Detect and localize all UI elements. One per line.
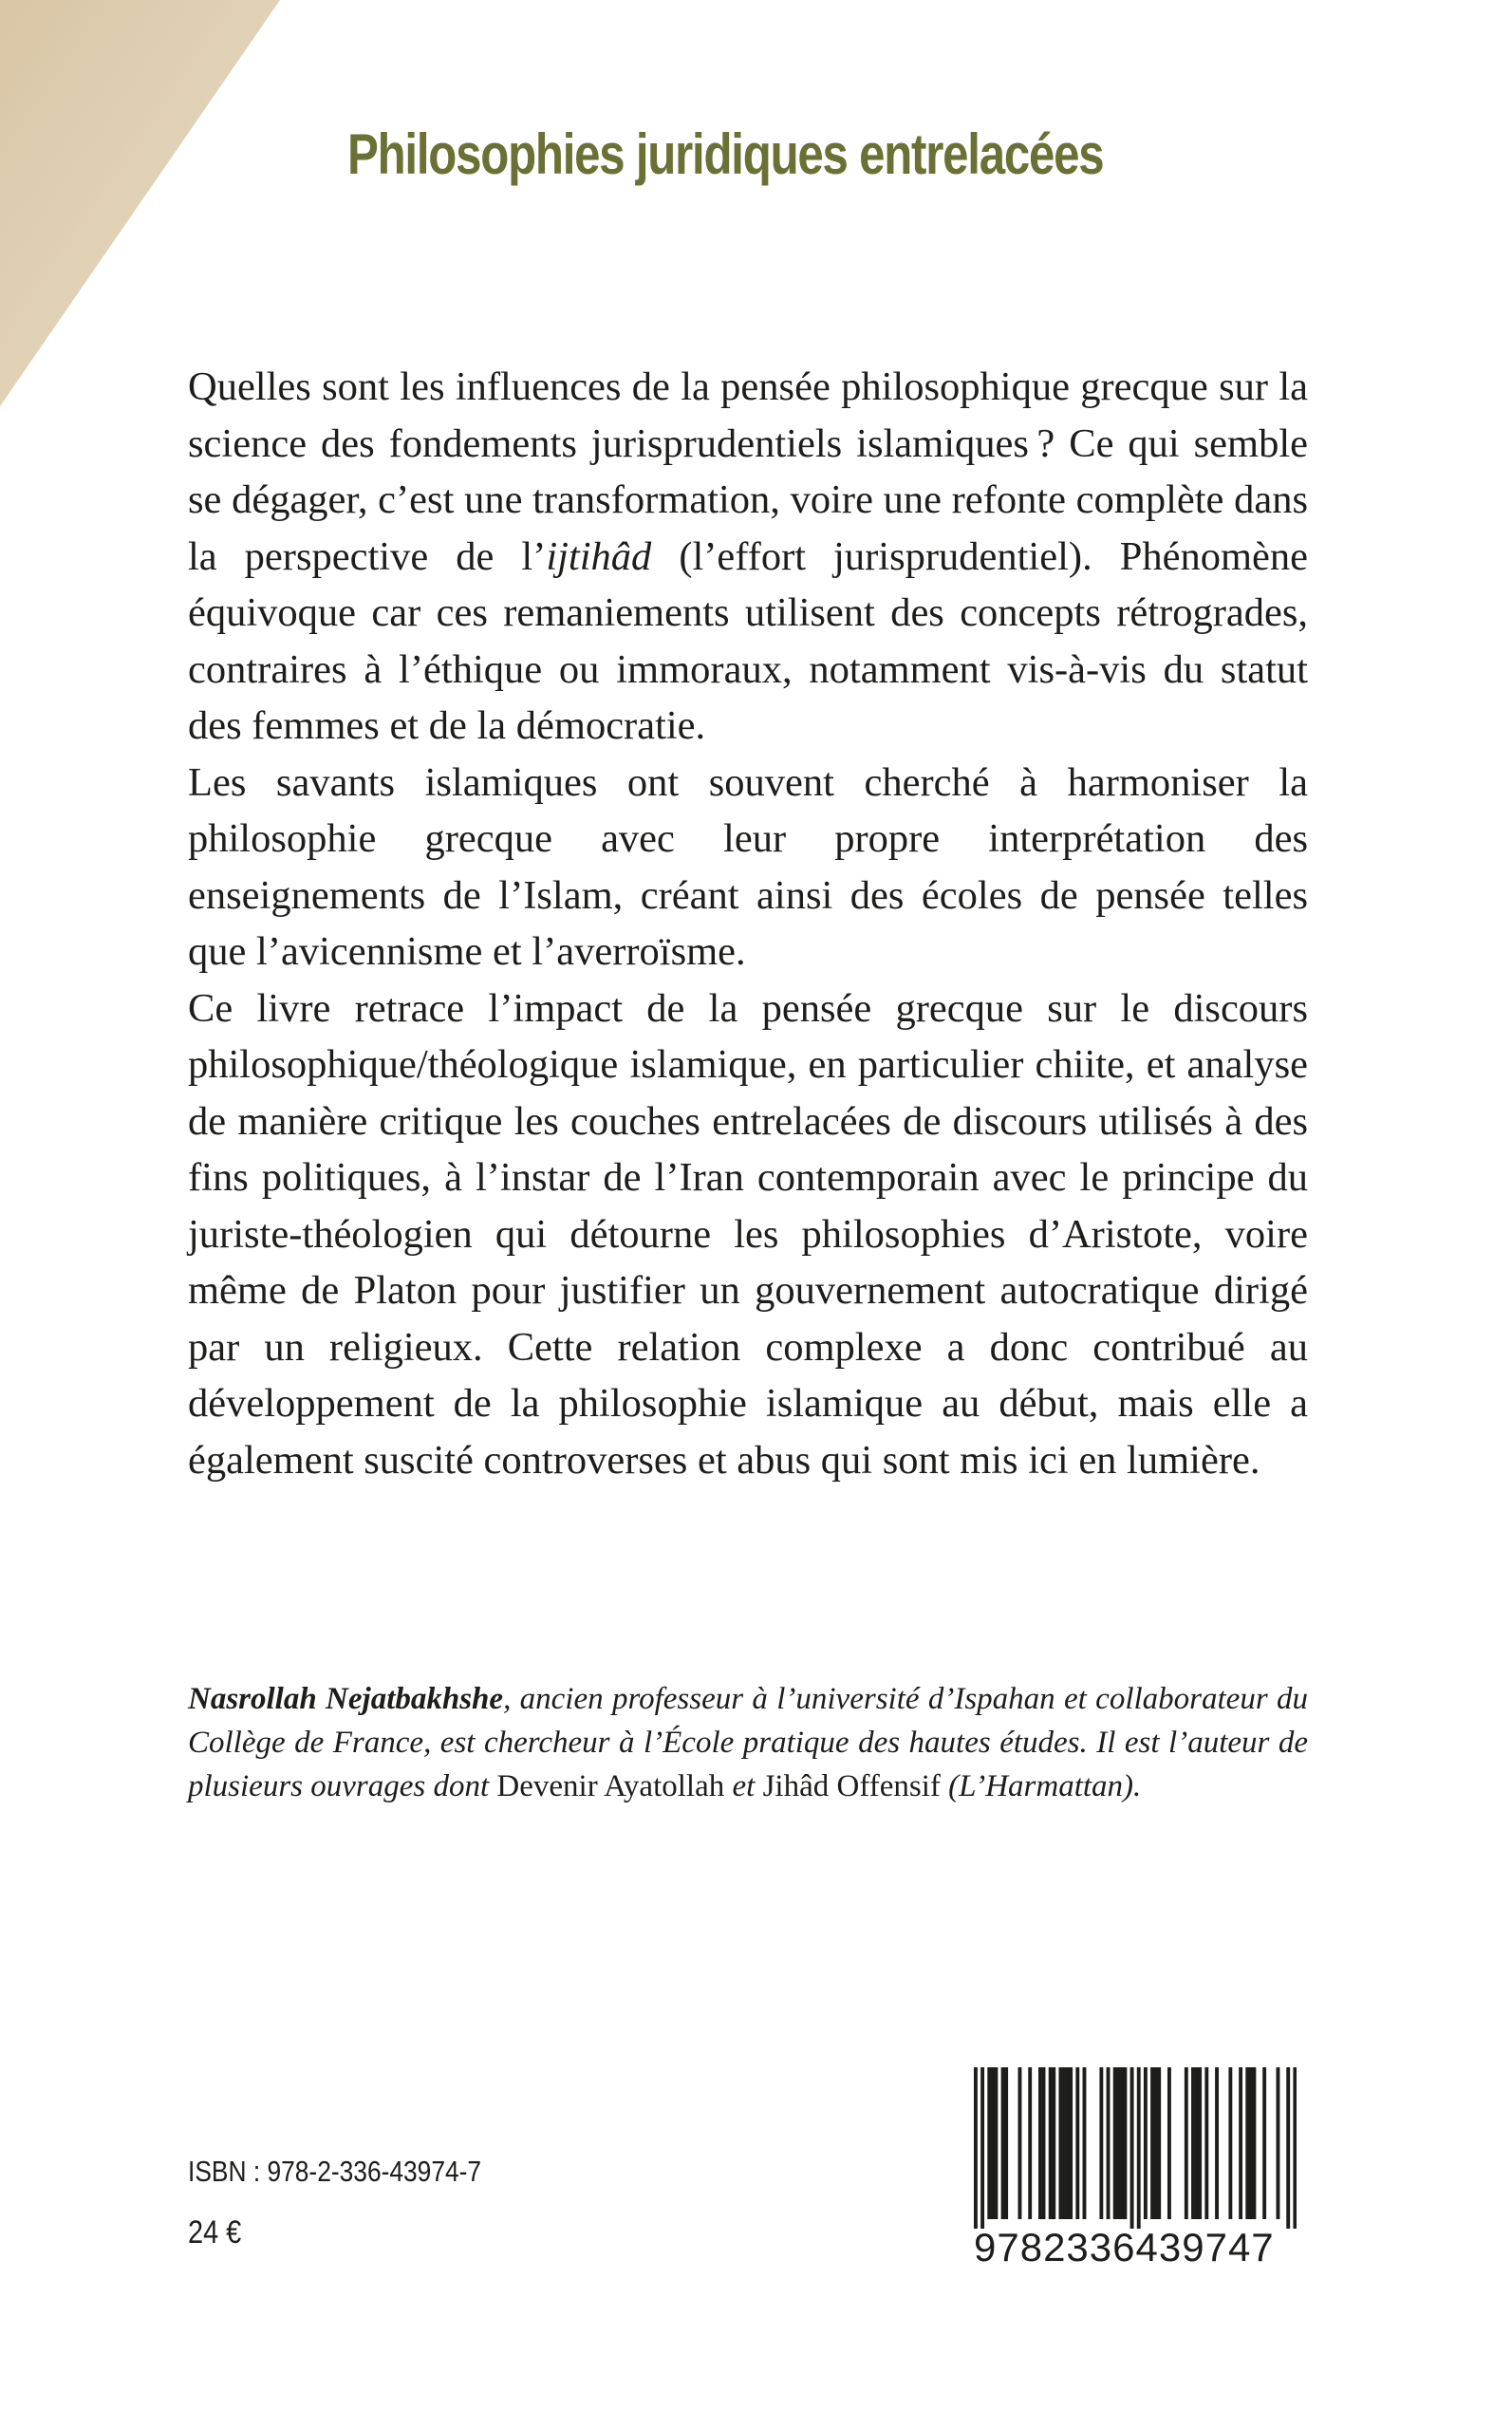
- barcode-bar: [1252, 2067, 1256, 2219]
- barcode-bar: [1195, 2067, 1199, 2219]
- barcode-bar: [1099, 2067, 1103, 2219]
- barcode-bar: [1245, 2067, 1249, 2219]
- barcode-bar: [1107, 2067, 1111, 2219]
- barcode-bar: [1228, 2067, 1232, 2219]
- barcode-bar: [994, 2067, 998, 2219]
- author-bio: [188, 1677, 1308, 1808]
- blurb-paragraph-1-text-b: (l’effort jurisprudentiel). Phénomène équivoque car ces remaniements utilisent des concepts rétrogrades, contraires à l’éthique ou immoraux, notamment vis-à-vis du statut des femmes et de la démocratie.: [188, 533, 1308, 748]
- price: 24 €: [188, 2214, 242, 2250]
- barcode-bar: [1191, 2067, 1195, 2219]
- barcode-bar: [1157, 2067, 1161, 2219]
- barcode-bar: [1113, 2067, 1117, 2219]
- blurb-paragraph-2: Les savants islamiques ont souvent cherché à harmoniser la philosophie grecque avec leur propre interprétation des enseignements de l’Islam, créant ainsi des écoles de pensée telles que l’avicennisme et l’averroïsme.: [188, 759, 1308, 974]
- barcode-guard-bar: [1137, 2067, 1141, 2229]
- barcode-bar: [987, 2067, 991, 2219]
- barcode-bar: [1066, 2067, 1070, 2219]
- sand-texture-corner: [0, 0, 285, 408]
- barcode-bar: [1028, 2067, 1032, 2219]
- barcode-guard-bar: [974, 2067, 978, 2229]
- barcode-bar: [1154, 2067, 1158, 2219]
- book-title: Philosophies juridiques entrelacées: [347, 122, 1104, 186]
- barcode-guard-bar: [980, 2067, 984, 2229]
- barcode-digits: 9782336439747: [974, 2225, 1275, 2269]
- ijtihad-term: ijtihâd: [546, 533, 652, 579]
- isbn: ISBN : 978-2-336-43974-7: [188, 2155, 482, 2188]
- barcode-bar: [1204, 2067, 1208, 2219]
- publisher: (L’Harmattan).: [940, 1769, 1142, 1803]
- barcode-bar: [1262, 2067, 1266, 2219]
- bio-conjunction: et: [724, 1769, 763, 1803]
- barcode-bars: [974, 2067, 1297, 2229]
- barcode-bar: [1058, 2067, 1062, 2219]
- blurb-paragraph-1: [188, 359, 1308, 755]
- barcode-bar: [1150, 2067, 1154, 2219]
- barcode-bar: [1001, 2067, 1005, 2219]
- blurb: [188, 359, 1308, 1488]
- barcode: [968, 2067, 1300, 2278]
- barcode-bar: [1116, 2067, 1120, 2219]
- barcode-bar: [1277, 2067, 1280, 2219]
- blurb-paragraph-3: Ce livre retrace l’impact de la pensée grecque sur le discours philosophique/théologique islamique, en particulier chiite, et analyse de manière critique les couches entrelacées de discours utilisés à des fins politiques, à l’instar de l’Iran contemporain avec le principe du juriste-théologien qui détourne les philosophies d’Aristote, voire même de Platon pour justifier un gouvernement autocratique dirigé par un religieux. Cette relation complexe a donc contribué au développement de la philosophie islamique au début, mais elle a également suscité controverses et abus qui sont mis ici en lumière.: [188, 985, 1308, 1483]
- barcode-bar: [1185, 2067, 1188, 2219]
- barcode-bar: [1123, 2067, 1127, 2219]
- barcode-bar: [991, 2067, 995, 2219]
- barcode-bar: [1018, 2067, 1022, 2219]
- barcode-bar: [1144, 2067, 1148, 2219]
- barcode-bar: [1049, 2067, 1053, 2219]
- work-title-2: Jihâd Offensif: [762, 1769, 941, 1803]
- barcode-bar: [1004, 2067, 1008, 2219]
- author-bio-text: , ancien professeur à l’université d’Ispahan et collaborateur du Collège de France, est chercheur à l’École pratique des hautes études. Il est l’auteur de plusieurs ouvrages dont: [188, 1682, 1308, 1803]
- barcode-bar: [1042, 2067, 1046, 2219]
- barcode-bar: [1120, 2067, 1124, 2219]
- barcode-bar: [1069, 2067, 1073, 2219]
- barcode-bar: [1239, 2067, 1242, 2219]
- barcode-guard-bar: [1130, 2067, 1134, 2229]
- author-name: Nasrollah Nejatbakhshe: [188, 1682, 504, 1716]
- barcode-bar: [1167, 2067, 1171, 2219]
- barcode-guard-bar: [1286, 2067, 1290, 2229]
- work-title-1: Devenir Ayatollah: [496, 1769, 725, 1803]
- barcode-bar: [1249, 2067, 1253, 2219]
- barcode-bar: [1052, 2067, 1055, 2219]
- barcode-bar: [1038, 2067, 1042, 2219]
- barcode-bar: [1198, 2067, 1202, 2219]
- barcode-guard-bar: [1293, 2067, 1297, 2229]
- barcode-bar: [1075, 2067, 1079, 2219]
- barcode-bar: [1215, 2067, 1219, 2219]
- barcode-bar: [1062, 2067, 1066, 2219]
- blurb-paragraph-1-text-a: Quelles sont les influences de la pensée philosophique grecque sur la science des fondements jurisprudentiels islamiques ? Ce qui semble se dégager, c’est une transformation, voire une refonte complète dans la perspective de l’: [188, 364, 1308, 579]
- barcode-bar: [1083, 2067, 1087, 2219]
